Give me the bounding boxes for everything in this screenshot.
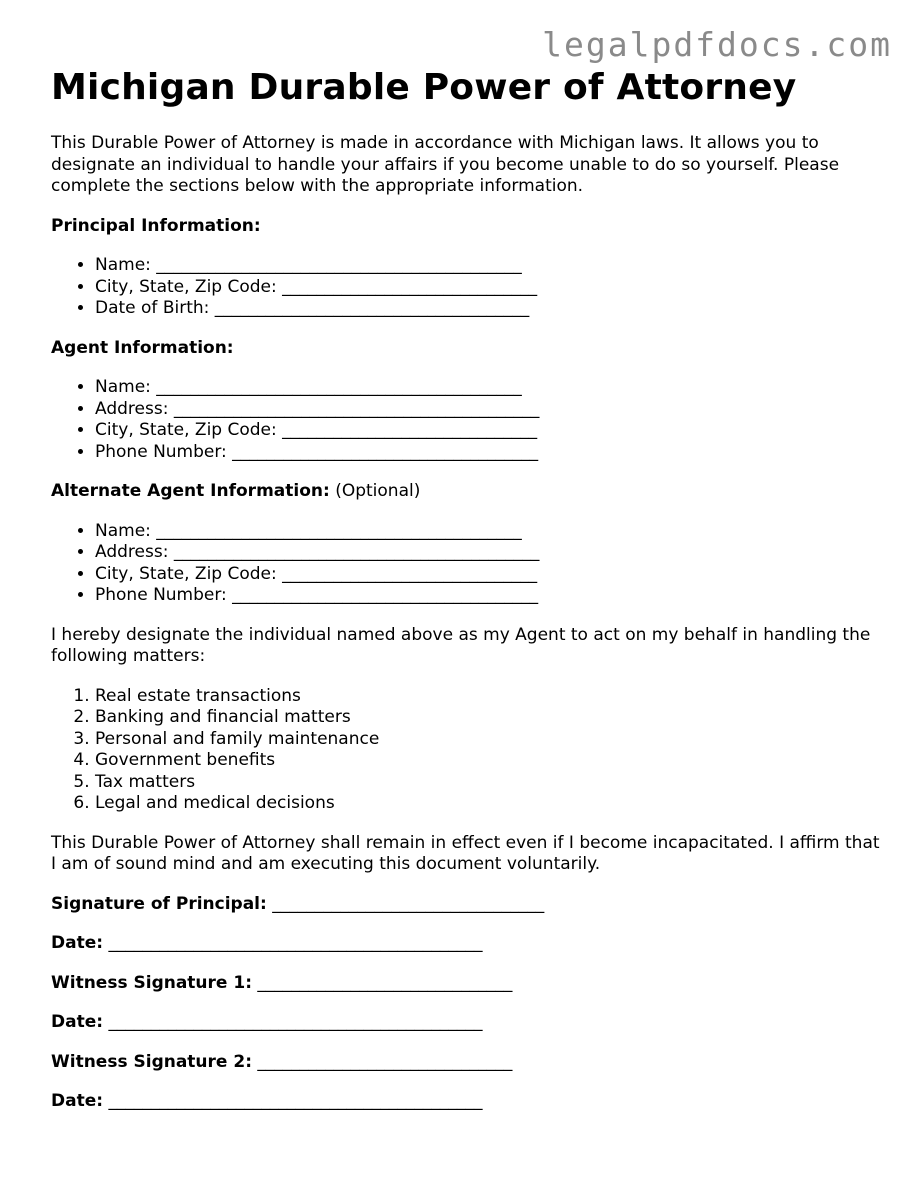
document-page [51, 66, 881, 1113]
agent-address-field: • Address: ___________________________________________ [95, 399, 881, 421]
principal-name-field: • Name: ___________________________________________ [95, 255, 881, 277]
alternate-agent-phone-number-field: • Phone Number: ____________________________________ [95, 585, 881, 607]
matter-item: 4. Government benefits [95, 750, 881, 772]
affirmation-paragraph: This Durable Power of Attorney shall remain in effect even if I become incapacitated. I affirm that I am of sound mind and am executing this document voluntarily. [51, 832, 880, 874]
alternate-agent-name-field: • Name: ___________________________________________ [95, 521, 881, 543]
alternate-agent-section-heading [51, 481, 881, 503]
alternate-agent-optional-note: (Optional) [329, 481, 421, 501]
principal-city-state-zip-field: • City, State, Zip Code: ______________________________ [95, 277, 881, 299]
matter-item: 3. Personal and family maintenance [95, 729, 881, 751]
matters-list [51, 686, 881, 815]
signature-blank: ______________________________ [252, 1051, 513, 1072]
agent-phone-number-field: • Phone Number: ____________________________________ [95, 442, 881, 464]
alternate-agent-fields-list [51, 521, 881, 607]
date-label: Date: [51, 1091, 104, 1111]
date-blank: ____________________________________________ [103, 933, 483, 953]
watermark: legalpdfdocs.com [542, 25, 892, 64]
signature-label: Signature of Principal: [51, 893, 267, 914]
matter-item: 5. Tax matters [95, 772, 881, 794]
intro-paragraph: This Durable Power of Attorney is made in accordance with Michigan laws. It allows you to designate an individual to handle your affairs if you become unable to do so yourself. Please complete the sections below with the appropriate information. [51, 133, 840, 196]
principal-fields-list [51, 255, 881, 320]
signature-blank: ______________________________ [252, 972, 513, 993]
date-blank: ____________________________________________ [103, 1091, 483, 1111]
principal-date-of-birth-field: • Date of Birth: _____________________________________ [95, 298, 881, 320]
alternate-agent-heading-text: Alternate Agent Information: [51, 481, 330, 501]
signature-label: Witness Signature 2: [51, 1051, 252, 1072]
designation-paragraph: I hereby designate the individual named above as my Agent to act on my behalf in handling the following matters: [51, 624, 871, 666]
witness-2-date-line [51, 1091, 881, 1113]
matter-item: 1. Real estate transactions [95, 686, 881, 708]
witness-2-signature-line [51, 1052, 881, 1074]
matter-item: 6. Legal and medical decisions [95, 793, 881, 815]
principal-signature-line [51, 894, 881, 916]
date-label: Date: [51, 1012, 104, 1032]
agent-heading-text: Agent Information: [51, 337, 234, 358]
agent-name-field: • Name: ___________________________________________ [95, 377, 881, 399]
agent-section-heading [51, 338, 881, 360]
alternate-agent-city-state-zip-field: • City, State, Zip Code: ______________________________ [95, 564, 881, 586]
witness-1-date-line [51, 1012, 881, 1034]
signature-blank: ________________________________ [266, 893, 545, 914]
principal-heading-text: Principal Information: [51, 215, 261, 236]
principal-date-line [51, 933, 881, 955]
alternate-agent-address-field: • Address: ___________________________________________ [95, 542, 881, 564]
principal-section-heading [51, 216, 881, 238]
agent-fields-list [51, 377, 881, 463]
matter-item: 2. Banking and financial matters [95, 707, 881, 729]
document-title: Michigan Durable Power of Attorney [51, 67, 797, 108]
date-label: Date: [51, 933, 104, 953]
agent-city-state-zip-field: • City, State, Zip Code: ______________________________ [95, 420, 881, 442]
date-blank: ____________________________________________ [103, 1012, 483, 1032]
witness-1-signature-line [51, 973, 881, 995]
signature-label: Witness Signature 1: [51, 972, 252, 993]
